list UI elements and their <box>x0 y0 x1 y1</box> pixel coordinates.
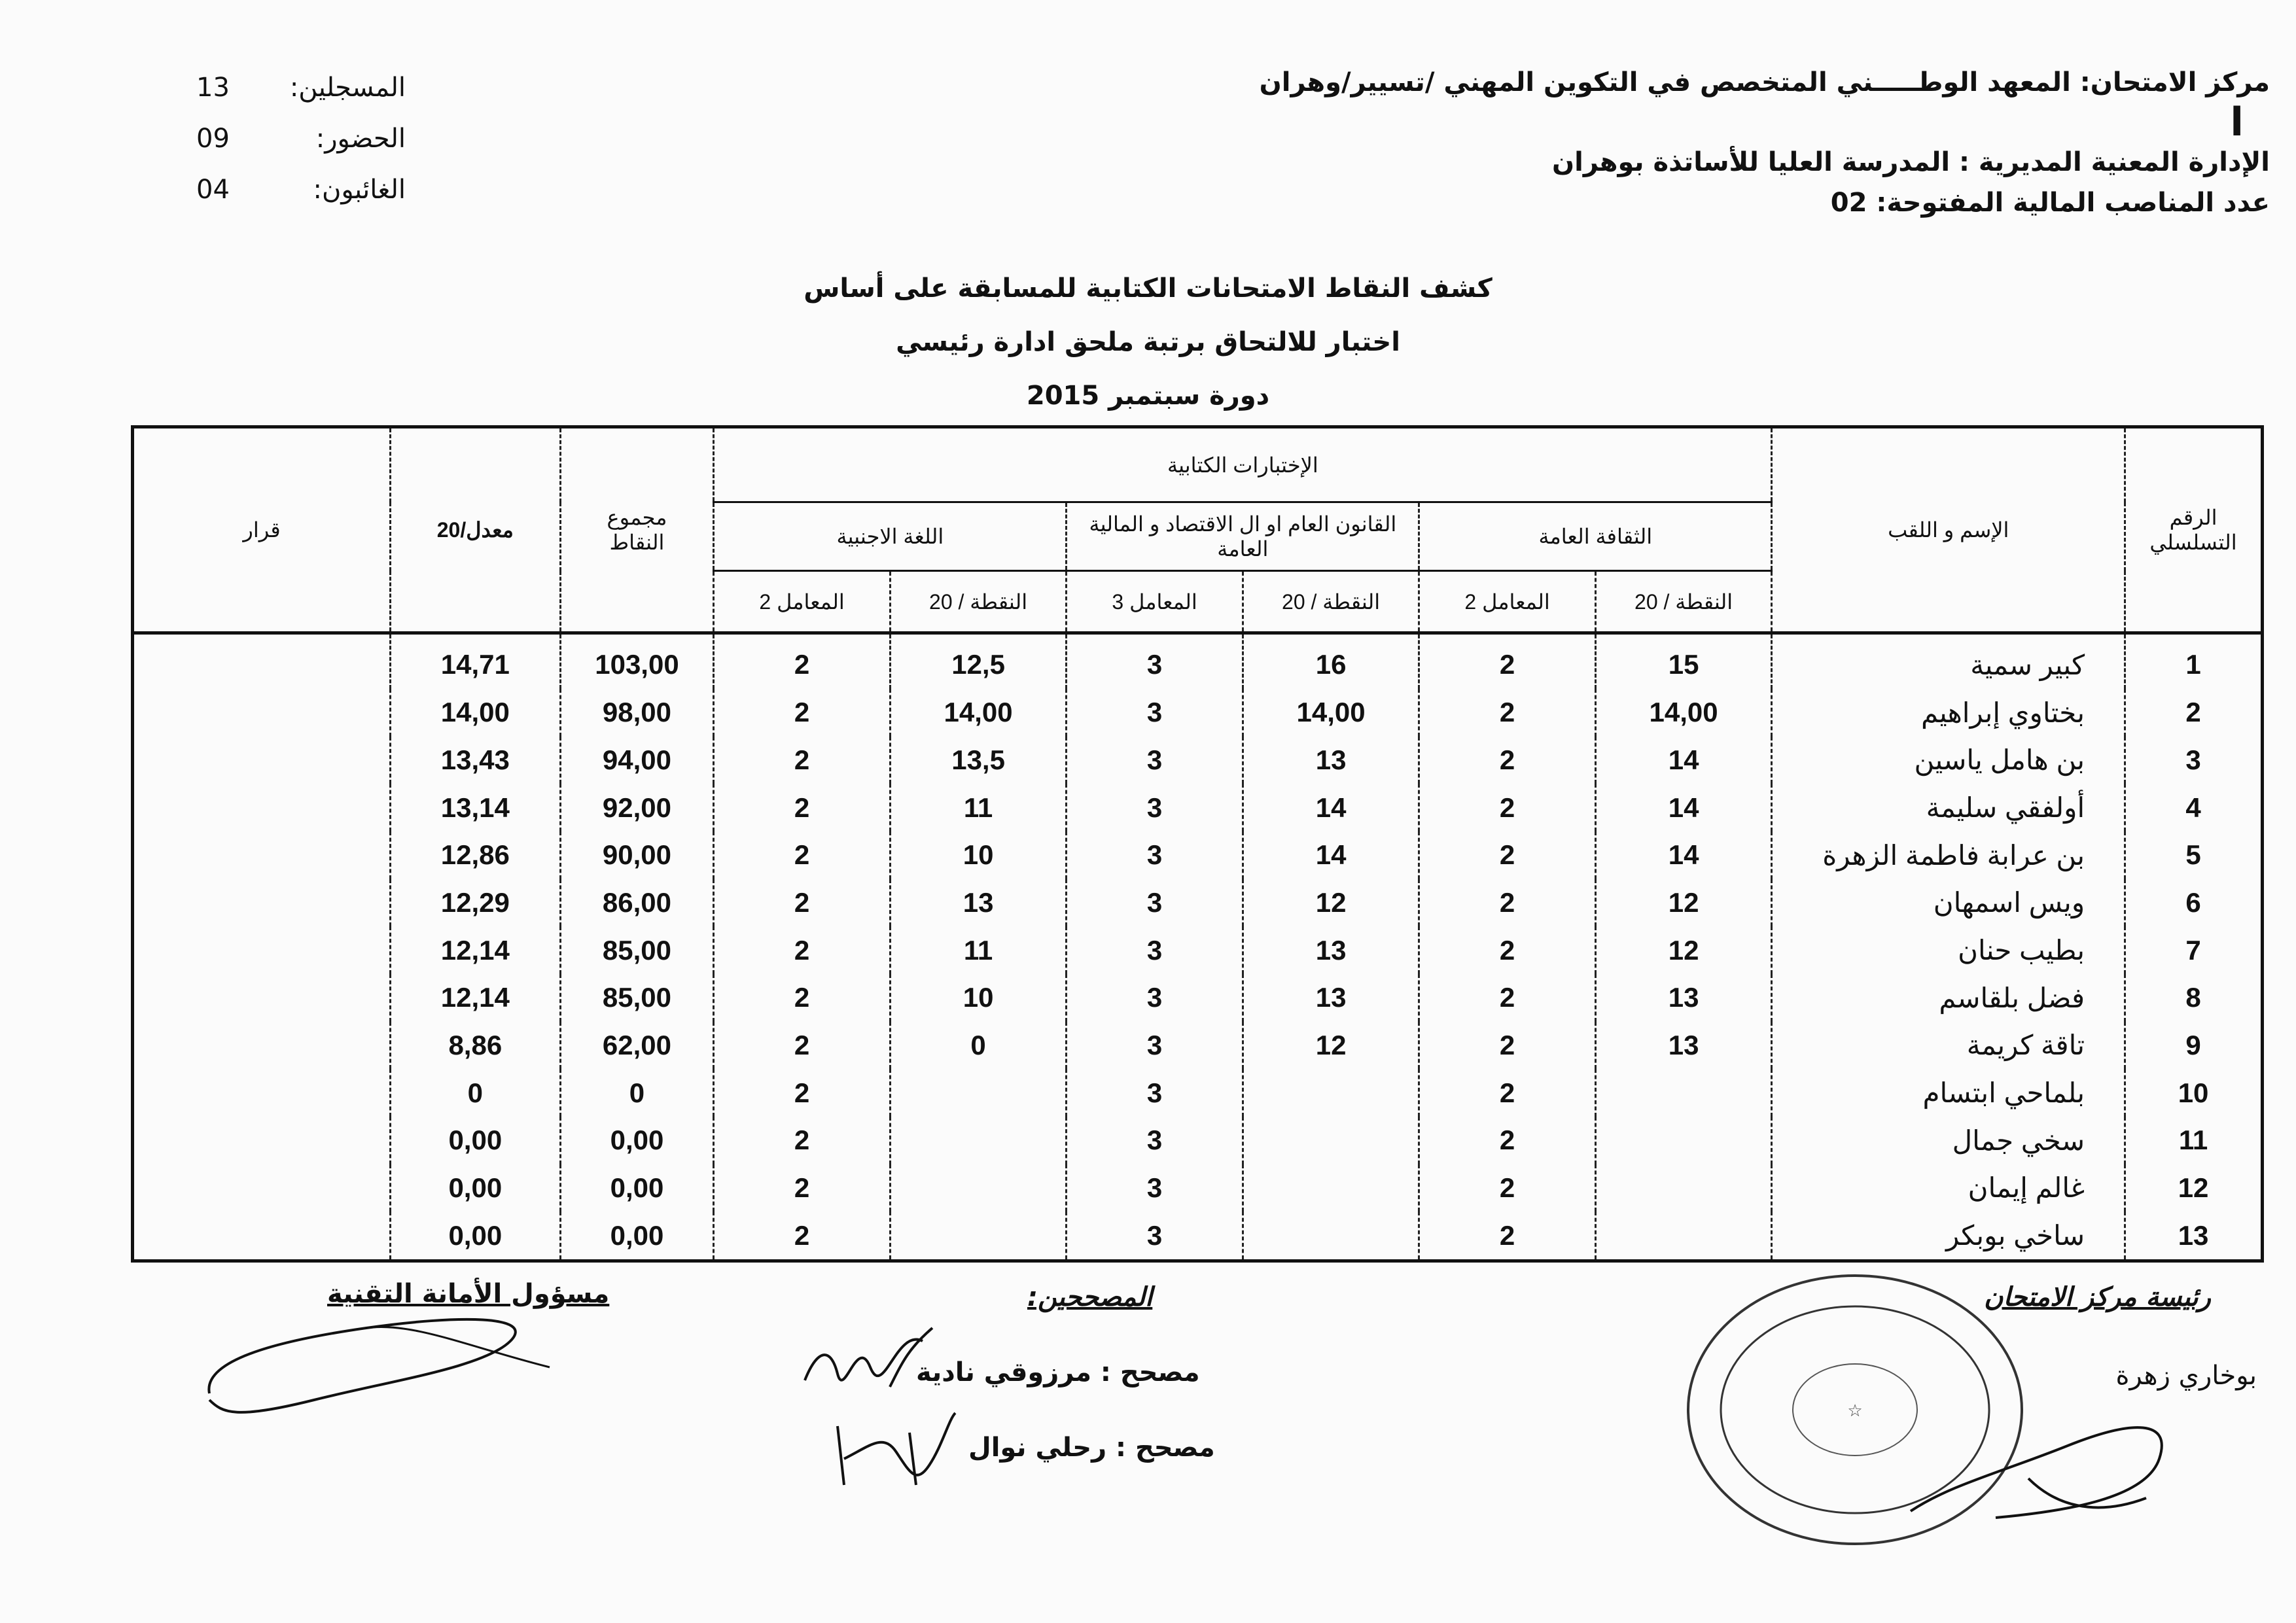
cell-serial: 3 <box>2125 737 2263 784</box>
cell-name: كبير سمية <box>1772 633 2125 689</box>
table-row <box>133 1069 2263 1117</box>
attendance-stats <box>196 62 406 215</box>
title-line-2: اختبار للالتحاق برتبة ملحق ادارة رئيسي <box>896 327 1400 357</box>
page-mark: ا <box>2230 99 2244 145</box>
cell-decision <box>133 1069 391 1117</box>
cell-culture-coef: 2 <box>1419 737 1596 784</box>
cell-law-coef: 3 <box>1067 784 1243 831</box>
cell-language-coef: 2 <box>714 737 891 784</box>
svg-text:☆: ☆ <box>1847 1401 1863 1421</box>
header-written-exams: الإختبارات الكتابية <box>714 427 1772 502</box>
cell-law-grade: 13 <box>1243 926 1419 974</box>
header-culture-coef: المعامل 2 <box>1419 571 1596 633</box>
cell-law-coef: 3 <box>1067 633 1243 689</box>
header-law-coef: المعامل 3 <box>1067 571 1243 633</box>
absent-label: الغائبون: <box>313 175 406 205</box>
cell-decision <box>133 1212 391 1261</box>
cell-total: 62,00 <box>560 1022 714 1070</box>
secretariat-title: مسؤول الأمانة التقنية <box>327 1279 610 1309</box>
cell-serial: 7 <box>2125 926 2263 974</box>
cell-serial: 10 <box>2125 1069 2263 1117</box>
cell-language-grade <box>890 1117 1067 1164</box>
cell-language-grade: 14,00 <box>890 689 1067 737</box>
cell-culture-coef: 2 <box>1419 879 1596 927</box>
cell-culture-grade: 14 <box>1595 784 1772 831</box>
header-general-culture: الثقافة العامة <box>1419 502 1772 571</box>
present-label: الحضور: <box>315 124 406 154</box>
cell-law-grade: 14 <box>1243 784 1419 831</box>
cell-average: 0,00 <box>391 1212 561 1261</box>
table-row <box>133 926 2263 974</box>
cell-culture-coef: 2 <box>1419 1117 1596 1164</box>
cell-culture-coef: 2 <box>1419 1212 1596 1261</box>
cell-average: 12,29 <box>391 879 561 927</box>
cell-culture-grade <box>1595 1117 1772 1164</box>
table-row <box>133 784 2263 831</box>
cell-average: 13,14 <box>391 784 561 831</box>
cell-law-coef: 3 <box>1067 1212 1243 1261</box>
corrector-1-signature <box>792 1321 942 1406</box>
cell-law-grade <box>1243 1117 1419 1164</box>
cell-law-grade: 13 <box>1243 974 1419 1022</box>
cell-serial: 12 <box>2125 1164 2263 1212</box>
cell-total: 92,00 <box>560 784 714 831</box>
cell-law-grade: 14 <box>1243 831 1419 879</box>
table-row <box>133 1117 2263 1164</box>
cell-serial: 1 <box>2125 633 2263 689</box>
cell-language-grade: 10 <box>890 831 1067 879</box>
cell-language-grade <box>890 1069 1067 1117</box>
cell-culture-coef: 2 <box>1419 926 1596 974</box>
table-row <box>133 633 2263 689</box>
cell-culture-coef: 2 <box>1419 1022 1596 1070</box>
cell-decision <box>133 689 391 737</box>
cell-total: 86,00 <box>560 879 714 927</box>
cell-language-coef: 2 <box>714 1022 891 1070</box>
cell-total: 0,00 <box>560 1164 714 1212</box>
cell-name: ساخي بوبكر <box>1772 1212 2125 1261</box>
cell-culture-coef: 2 <box>1419 974 1596 1022</box>
cell-law-coef: 3 <box>1067 1022 1243 1070</box>
cell-language-coef: 2 <box>714 831 891 879</box>
cell-name: بختاوي إبراهيم <box>1772 689 2125 737</box>
cell-language-grade: 11 <box>890 784 1067 831</box>
cell-language-grade <box>890 1212 1067 1261</box>
registered-label: المسجلين: <box>289 73 406 103</box>
cell-culture-coef: 2 <box>1419 784 1596 831</box>
cell-total: 94,00 <box>560 737 714 784</box>
table-row <box>133 1022 2263 1070</box>
cell-law-grade <box>1243 1164 1419 1212</box>
cell-serial: 2 <box>2125 689 2263 737</box>
cell-culture-coef: 2 <box>1419 633 1596 689</box>
cell-average: 14,00 <box>391 689 561 737</box>
cell-decision <box>133 784 391 831</box>
corrector-2-signature <box>818 1406 968 1498</box>
secretariat-signature <box>196 1302 563 1420</box>
cell-serial: 6 <box>2125 879 2263 927</box>
cell-culture-coef: 2 <box>1419 689 1596 737</box>
director-signature <box>1898 1406 2185 1537</box>
header-language-coef: المعامل 2 <box>714 571 891 633</box>
cell-law-coef: 3 <box>1067 974 1243 1022</box>
cell-average: 12,14 <box>391 926 561 974</box>
administration: الإدارة المعنية المديرية : المدرسة العليا للأساتذة بوهران <box>1551 147 2270 177</box>
cell-language-coef: 2 <box>714 926 891 974</box>
open-positions: عدد المناصب المالية المفتوحة: 02 <box>1830 188 2270 218</box>
title-line-1: كشف النقاط الامتحانات الكتابية للمسابقة على أساس <box>804 273 1492 304</box>
header-foreign-language: اللغة الاجنبية <box>714 502 1067 571</box>
cell-name: ويس اسمهان <box>1772 879 2125 927</box>
table-row <box>133 879 2263 927</box>
cell-language-coef: 2 <box>714 974 891 1022</box>
cell-name: أولفقي سليمة <box>1772 784 2125 831</box>
cell-decision <box>133 831 391 879</box>
present-value: 09 <box>196 124 230 154</box>
cell-language-grade: 10 <box>890 974 1067 1022</box>
cell-law-coef: 3 <box>1067 879 1243 927</box>
cell-decision <box>133 974 391 1022</box>
corrector-2: مصحح : رحلي نوال <box>968 1433 1215 1463</box>
cell-law-grade: 16 <box>1243 633 1419 689</box>
cell-culture-grade <box>1595 1164 1772 1212</box>
cell-culture-grade: 13 <box>1595 974 1772 1022</box>
absent-row <box>196 164 406 215</box>
absent-value: 04 <box>196 175 230 205</box>
cell-total: 85,00 <box>560 974 714 1022</box>
header-name: الإسم و اللقب <box>1772 427 2125 633</box>
title-line-3: دورة سبتمبر 2015 <box>1026 381 1270 411</box>
cell-culture-coef: 2 <box>1419 1069 1596 1117</box>
cell-law-coef: 3 <box>1067 1164 1243 1212</box>
cell-culture-coef: 2 <box>1419 1164 1596 1212</box>
cell-name: بن عرابة فاطمة الزهرة <box>1772 831 2125 879</box>
cell-serial: 11 <box>2125 1117 2263 1164</box>
cell-culture-grade: 12 <box>1595 926 1772 974</box>
cell-law-coef: 3 <box>1067 737 1243 784</box>
director-title: رئيسة مركز الامتحان <box>1984 1282 2211 1312</box>
header-decision: قرار <box>133 427 391 633</box>
cell-decision <box>133 633 391 689</box>
correctors-title: المصححين: <box>1027 1282 1153 1312</box>
header-average: معدل/20 <box>391 427 561 633</box>
cell-total: 103,00 <box>560 633 714 689</box>
cell-culture-grade <box>1595 1212 1772 1261</box>
cell-culture-grade: 14 <box>1595 831 1772 879</box>
cell-culture-grade: 14 <box>1595 737 1772 784</box>
cell-language-grade <box>890 1164 1067 1212</box>
cell-language-grade: 11 <box>890 926 1067 974</box>
cell-decision <box>133 1164 391 1212</box>
header-culture-grade: النقطة / 20 <box>1595 571 1772 633</box>
table-row <box>133 737 2263 784</box>
cell-culture-grade: 14,00 <box>1595 689 1772 737</box>
cell-language-coef: 2 <box>714 879 891 927</box>
cell-law-grade: 12 <box>1243 879 1419 927</box>
cell-culture-grade <box>1595 1069 1772 1117</box>
header-language-grade: النقطة / 20 <box>890 571 1067 633</box>
corrector-1: مصحح : مرزوقي نادية <box>916 1357 1200 1387</box>
cell-name: تاقة كريمة <box>1772 1022 2125 1070</box>
table-row <box>133 974 2263 1022</box>
header-serial: الرقم التسلسلي <box>2125 427 2263 633</box>
cell-culture-coef: 2 <box>1419 831 1596 879</box>
cell-name: بلماحي ابتسام <box>1772 1069 2125 1117</box>
cell-law-coef: 3 <box>1067 1069 1243 1117</box>
cell-average: 0,00 <box>391 1117 561 1164</box>
cell-name: بطيب حنان <box>1772 926 2125 974</box>
cell-name: فضل بلقاسم <box>1772 974 2125 1022</box>
cell-language-grade: 13,5 <box>890 737 1067 784</box>
cell-decision <box>133 1117 391 1164</box>
cell-language-coef: 2 <box>714 1212 891 1261</box>
present-row <box>196 113 406 164</box>
cell-serial: 13 <box>2125 1212 2263 1261</box>
cell-language-grade: 13 <box>890 879 1067 927</box>
cell-law-grade <box>1243 1212 1419 1261</box>
cell-total: 98,00 <box>560 689 714 737</box>
cell-serial: 4 <box>2125 784 2263 831</box>
document-header <box>1092 62 2270 223</box>
cell-law-grade <box>1243 1069 1419 1117</box>
header-law-grade: النقطة / 20 <box>1243 571 1419 633</box>
cell-decision <box>133 737 391 784</box>
cell-law-grade: 14,00 <box>1243 689 1419 737</box>
cell-language-coef: 2 <box>714 1069 891 1117</box>
cell-decision <box>133 1022 391 1070</box>
cell-language-coef: 2 <box>714 1117 891 1164</box>
cell-name: سخي جمال <box>1772 1117 2125 1164</box>
results-table <box>131 425 2264 1263</box>
cell-serial: 9 <box>2125 1022 2263 1070</box>
cell-law-coef: 3 <box>1067 831 1243 879</box>
cell-culture-grade: 13 <box>1595 1022 1772 1070</box>
cell-total: 0,00 <box>560 1212 714 1261</box>
cell-law-grade: 12 <box>1243 1022 1419 1070</box>
cell-total: 85,00 <box>560 926 714 974</box>
cell-serial: 5 <box>2125 831 2263 879</box>
cell-decision <box>133 879 391 927</box>
cell-language-grade: 12,5 <box>890 633 1067 689</box>
cell-language-grade: 0 <box>890 1022 1067 1070</box>
cell-language-coef: 2 <box>714 689 891 737</box>
cell-language-coef: 2 <box>714 784 891 831</box>
exam-center: مركز الامتحان: المعهد الوطـــــني المتخصص في التكوين المهني /تسيير/وهران <box>1259 67 2270 97</box>
results-body <box>133 633 2263 1261</box>
cell-average: 14,71 <box>391 633 561 689</box>
cell-average: 0,00 <box>391 1164 561 1212</box>
cell-language-coef: 2 <box>714 633 891 689</box>
cell-total: 0 <box>560 1069 714 1117</box>
cell-name: بن هامل ياسين <box>1772 737 2125 784</box>
cell-average: 8,86 <box>391 1022 561 1070</box>
cell-law-coef: 3 <box>1067 689 1243 737</box>
header-law-economics: القانون العام او ال الاقتصاد و المالية العامة <box>1067 502 1419 571</box>
cell-name: غالم إيمان <box>1772 1164 2125 1212</box>
registered-value: 13 <box>196 73 230 103</box>
cell-average: 12,86 <box>391 831 561 879</box>
cell-total: 0,00 <box>560 1117 714 1164</box>
registered-row <box>196 62 406 113</box>
cell-language-coef: 2 <box>714 1164 891 1212</box>
director-name: بوخاري زهرة <box>2115 1361 2257 1391</box>
cell-law-coef: 3 <box>1067 926 1243 974</box>
table-row <box>133 831 2263 879</box>
cell-average: 13,43 <box>391 737 561 784</box>
header-total: مجموع النقاط <box>560 427 714 633</box>
cell-average: 0 <box>391 1069 561 1117</box>
table-row <box>133 1164 2263 1212</box>
table-row <box>133 1212 2263 1261</box>
cell-law-coef: 3 <box>1067 1117 1243 1164</box>
cell-average: 12,14 <box>391 974 561 1022</box>
table-row <box>133 689 2263 737</box>
cell-total: 90,00 <box>560 831 714 879</box>
cell-serial: 8 <box>2125 974 2263 1022</box>
cell-law-grade: 13 <box>1243 737 1419 784</box>
cell-decision <box>133 926 391 974</box>
cell-culture-grade: 12 <box>1595 879 1772 927</box>
cell-culture-grade: 15 <box>1595 633 1772 689</box>
